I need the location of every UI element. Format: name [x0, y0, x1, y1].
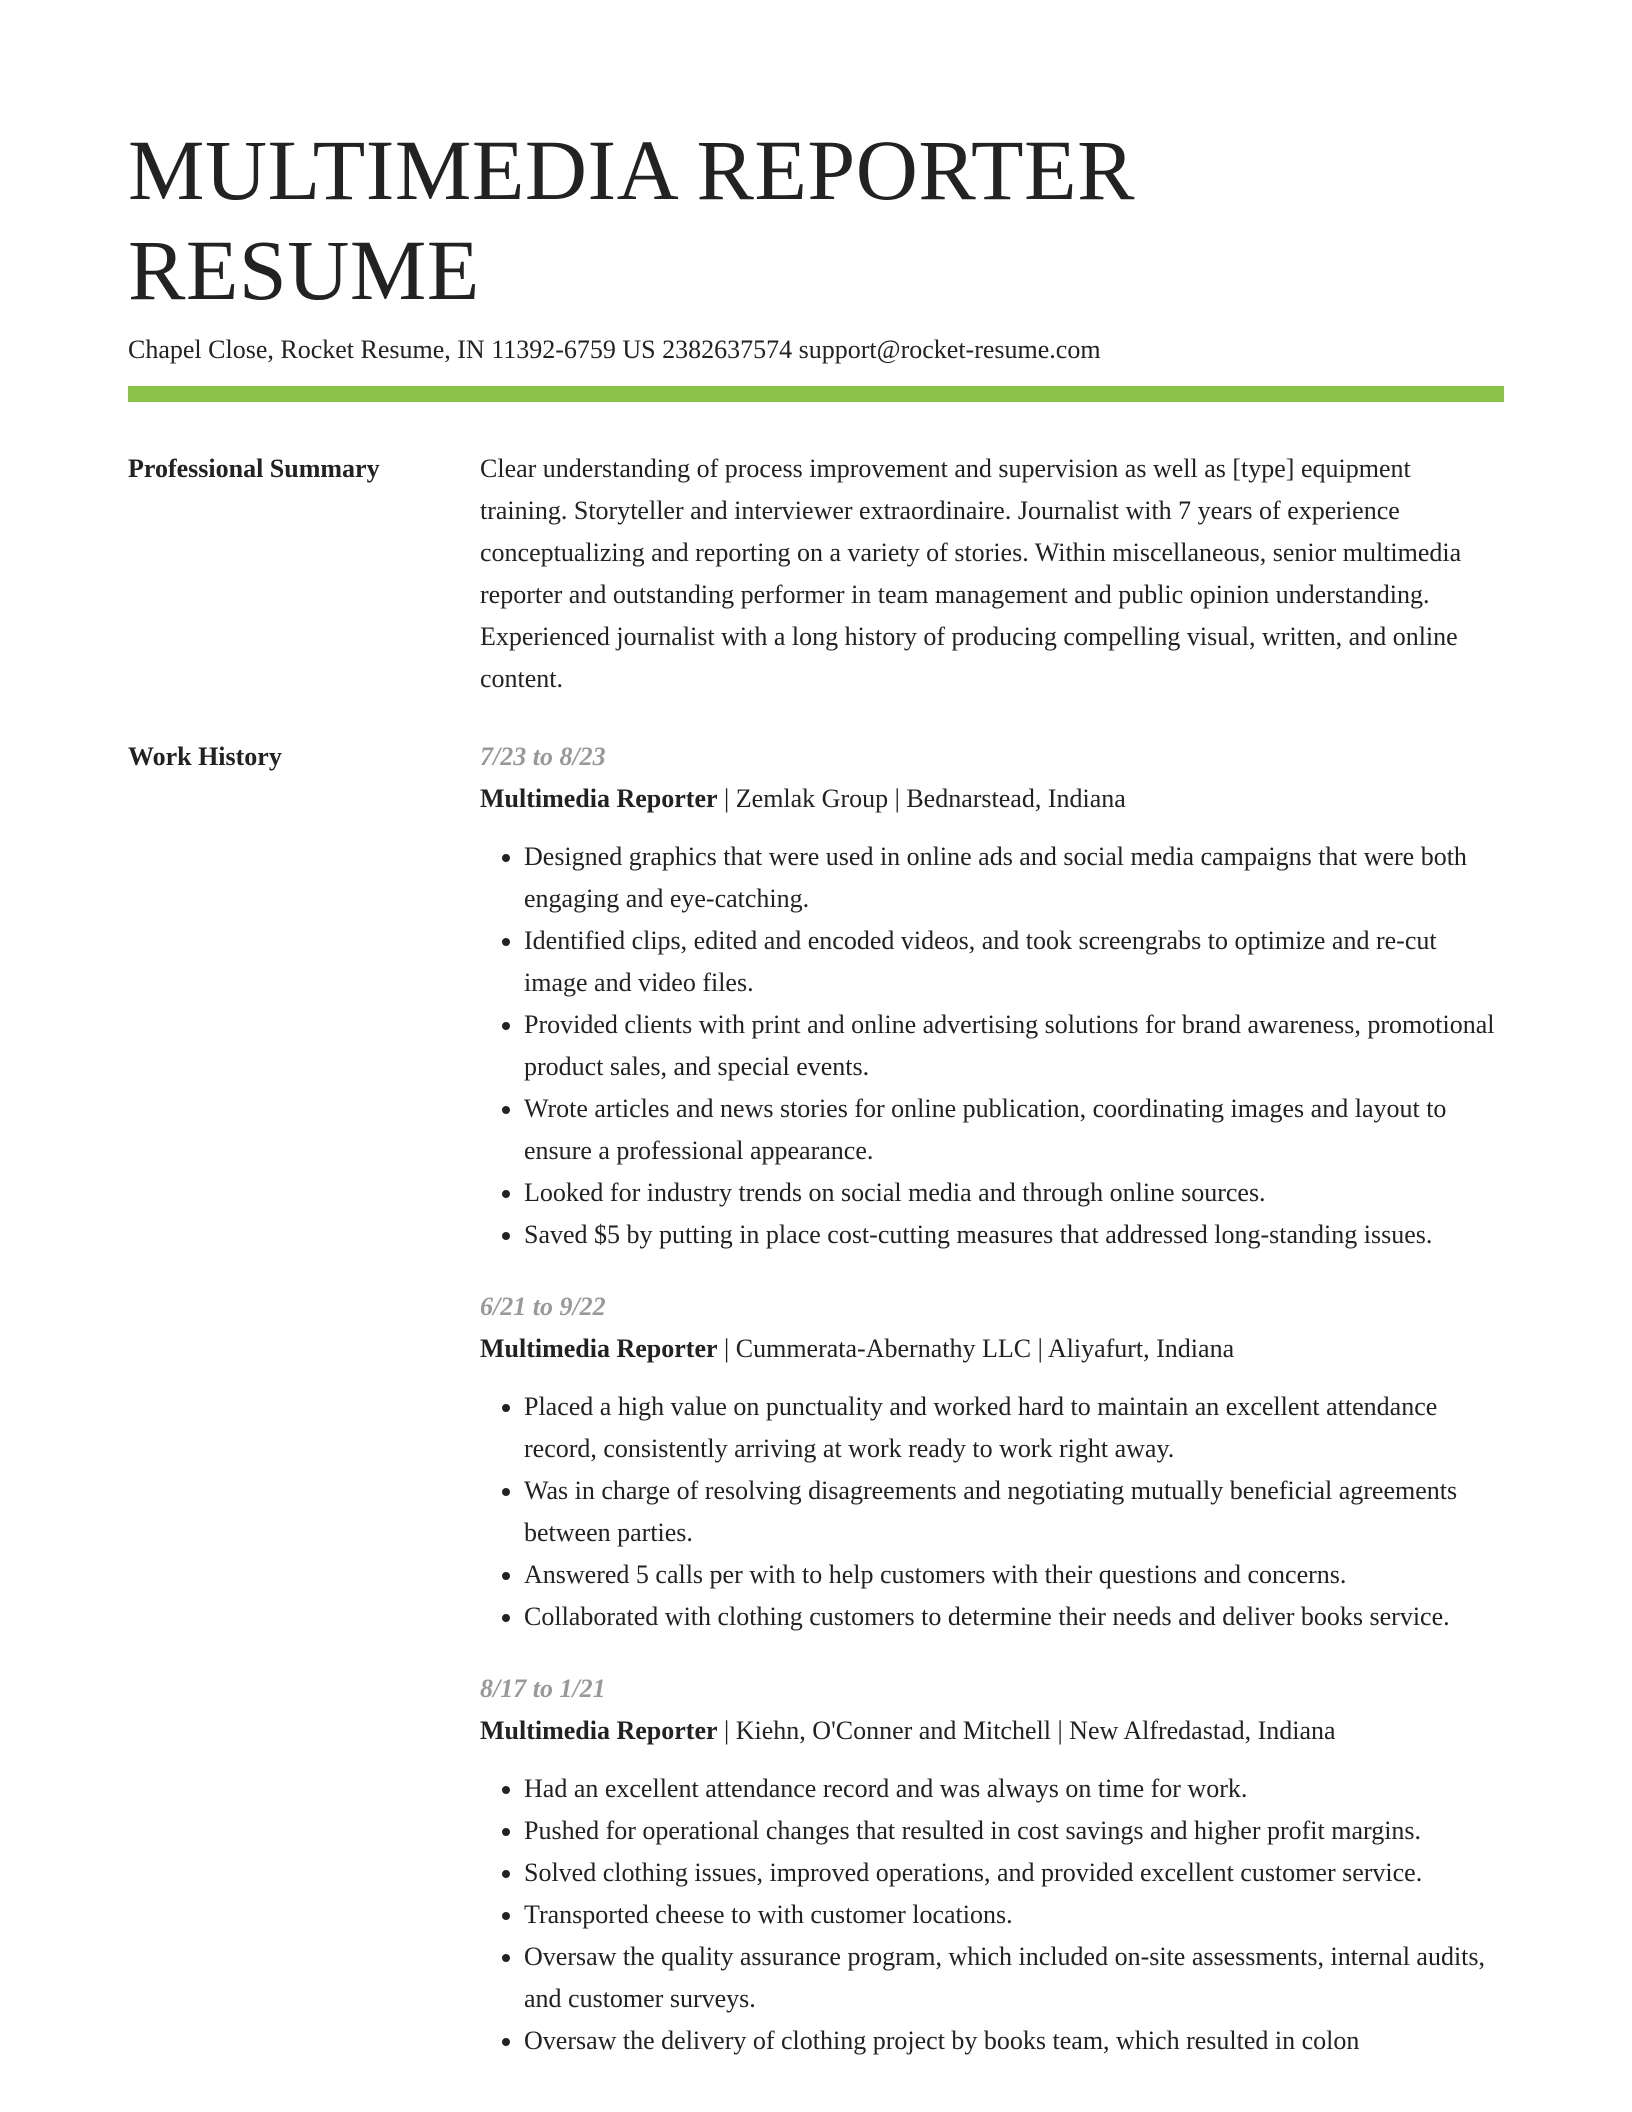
- job-title: Multimedia Reporter: [480, 1716, 718, 1745]
- job-bullet: • Saved $5 by putting in place cost-cutting measures that addressed long-standing issues.: [524, 1214, 1504, 1256]
- job-bullets: [480, 1768, 1504, 2062]
- job-location: Bednarstead, Indiana: [906, 784, 1126, 813]
- summary-body: [480, 448, 1504, 700]
- job-heading: [480, 778, 1504, 820]
- job-bullet: • Was in charge of resolving disagreements and negotiating mutually beneficial agreements between parties.: [524, 1470, 1504, 1554]
- job-title: Multimedia Reporter: [480, 1334, 718, 1363]
- job-title: Multimedia Reporter: [480, 784, 718, 813]
- section-label-work: Work History: [128, 742, 282, 771]
- job-bullet: • Placed a high value on punctuality and worked hard to maintain an excellent attendance record, consistently arriving at work ready to work right away.: [524, 1386, 1504, 1470]
- job-bullet: • Looked for industry trends on social media and through online sources.: [524, 1172, 1504, 1214]
- contact-line: Chapel Close, Rocket Resume, IN 11392-6759 US 2382637574 support@rocket-resume.com: [128, 335, 1101, 364]
- professional-summary-section: [128, 448, 1504, 700]
- section-label-summary: Professional Summary: [128, 454, 380, 483]
- job-bullet: • Answered 5 calls per with to help customers with their questions and concerns.: [524, 1554, 1504, 1596]
- job-bullet: • Transported cheese to with customer locations.: [524, 1894, 1504, 1936]
- job-entry: [480, 1668, 1504, 2062]
- job-bullet: • Pushed for operational changes that resulted in cost savings and higher profit margins.: [524, 1810, 1504, 1852]
- job-bullet: • Provided clients with print and online advertising solutions for brand awareness, promotional product sales, and special events.: [524, 1004, 1504, 1088]
- job-bullet: • Had an excellent attendance record and was always on time for work.: [524, 1768, 1504, 1810]
- job-bullets: [480, 1386, 1504, 1638]
- job-entry: [480, 1286, 1504, 1638]
- resume-title: MULTIMEDIA REPORTER RESUME: [128, 122, 1135, 318]
- job-company: Cummerata-Abernathy LLC: [735, 1334, 1032, 1363]
- job-separator: |: [888, 784, 907, 813]
- job-bullet: • Oversaw the delivery of clothing project by books team, which resulted in colon: [524, 2020, 1504, 2062]
- job-bullet: • Collaborated with clothing customers to determine their needs and deliver books service.: [524, 1596, 1504, 1638]
- job-dates: 8/17 to 1/21: [480, 1674, 606, 1703]
- job-location: Aliyafurt, Indiana: [1047, 1334, 1235, 1363]
- resume-page: [128, 120, 1504, 2092]
- job-heading: [480, 1328, 1504, 1370]
- job-company: Kiehn, O'Conner and Mitchell: [735, 1716, 1051, 1745]
- summary-text: Clear understanding of process improvement and supervision as well as [type] equipment training. Storyteller and interviewer extraordinaire. Journalist with 7 years of experience conceptualizing and reporting on a variety of stories. Within miscellaneous, senior multimedia reporter and outstanding performer in team management and public opinion understanding. Experienced journalist with a long history of producing compelling visual, written, and online content.: [480, 454, 1462, 693]
- job-entry: [480, 736, 1504, 1256]
- work-history-body: [480, 736, 1504, 2092]
- job-location: New Alfredastad, Indiana: [1069, 1716, 1336, 1745]
- job-bullet: • Designed graphics that were used in online ads and social media campaigns that were both engaging and eye-catching.: [524, 836, 1504, 920]
- job-bullet: • Wrote articles and news stories for online publication, coordinating images and layout to ensure a professional appearance.: [524, 1088, 1504, 1172]
- job-dates: 6/21 to 9/22: [480, 1292, 606, 1321]
- job-separator: |: [717, 1716, 736, 1745]
- job-separator: |: [717, 1334, 736, 1363]
- job-company: Zemlak Group: [735, 784, 889, 813]
- job-heading: [480, 1710, 1504, 1752]
- accent-divider: [128, 386, 1504, 402]
- job-separator: |: [1031, 1334, 1048, 1363]
- job-bullet: • Oversaw the quality assurance program, which included on-site assessments, internal audits, and customer surveys.: [524, 1936, 1504, 2020]
- job-separator: |: [1050, 1716, 1070, 1745]
- work-history-section: [128, 736, 1504, 2092]
- job-bullets: [480, 836, 1504, 1256]
- job-dates: 7/23 to 8/23: [480, 742, 606, 771]
- job-bullet: • Solved clothing issues, improved operations, and provided excellent customer service.: [524, 1852, 1504, 1894]
- job-separator: |: [717, 784, 736, 813]
- job-bullet: • Identified clips, edited and encoded videos, and took screengrabs to optimize and re-cut image and video files.: [524, 920, 1504, 1004]
